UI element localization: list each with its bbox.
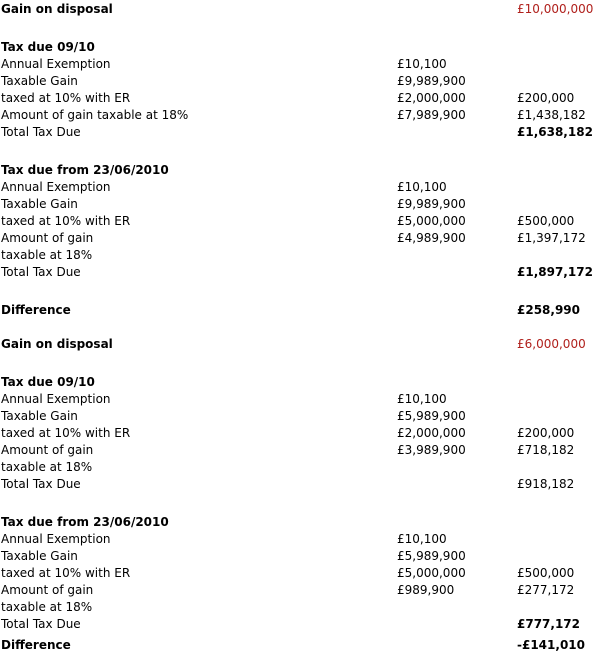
row-tax-due-from-23-06-2010 — [0, 514, 602, 531]
tax-value: £277,172 — [517, 583, 575, 597]
amount-value: £5,000,000 — [397, 566, 466, 580]
tax-value: £500,000 — [517, 566, 575, 580]
tax-value: £718,182 — [517, 443, 575, 457]
amount-value: £5,989,900 — [397, 549, 466, 563]
row-taxable-at-18 — [0, 459, 602, 476]
row-label: Tax due from 23/06/2010 — [1, 163, 169, 177]
row-label: taxed at 10% with ER — [1, 426, 131, 440]
amount-value: £4,989,900 — [397, 231, 466, 245]
row-amount-of-gain — [0, 442, 602, 459]
tax-value: £200,000 — [517, 91, 575, 105]
row-gain-on-disposal — [0, 1, 602, 18]
tax-value: £777,172 — [517, 617, 581, 631]
tax-value: £918,182 — [517, 477, 575, 491]
tax-value: £1,397,172 — [517, 231, 586, 245]
row-difference — [0, 637, 602, 654]
amount-value: £5,000,000 — [397, 214, 466, 228]
row-taxable-gain — [0, 408, 602, 425]
row-taxable-gain — [0, 548, 602, 565]
tax-value: -£141,010 — [517, 638, 585, 652]
row-total-tax-due — [0, 616, 602, 633]
row-label: Taxable Gain — [1, 409, 78, 423]
row-taxed-at-10-with-er — [0, 565, 602, 582]
row-label: taxed at 10% with ER — [1, 91, 131, 105]
amount-value: £10,100 — [397, 57, 447, 71]
row-label: Difference — [1, 638, 71, 652]
row-total-tax-due — [0, 264, 602, 281]
amount-value: £9,989,900 — [397, 197, 466, 211]
row-taxed-at-10-with-er — [0, 213, 602, 230]
amount-value: £3,989,900 — [397, 443, 466, 457]
row-label: Amount of gain — [1, 443, 94, 457]
row-amount-of-gain — [0, 230, 602, 247]
row-label: Taxable Gain — [1, 549, 78, 563]
amount-value: £2,000,000 — [397, 426, 466, 440]
row-annual-exemption — [0, 531, 602, 548]
row-label: Amount of gain — [1, 231, 94, 245]
row-total-tax-due — [0, 124, 602, 141]
row-label: Amount of gain taxable at 18% — [1, 108, 189, 122]
row-tax-due-09-10 — [0, 374, 602, 391]
row-tax-due-09-10 — [0, 39, 602, 56]
row-label: Total Tax Due — [1, 477, 81, 491]
row-label: Difference — [1, 303, 71, 317]
row-total-tax-due — [0, 476, 602, 493]
tax-value: £1,438,182 — [517, 108, 586, 122]
row-label: taxable at 18% — [1, 600, 93, 614]
row-label: Annual Exemption — [1, 180, 111, 194]
row-label: Taxable Gain — [1, 74, 78, 88]
row-label: taxed at 10% with ER — [1, 214, 131, 228]
row-annual-exemption — [0, 391, 602, 408]
row-amount-of-gain — [0, 582, 602, 599]
row-gain-on-disposal — [0, 336, 602, 353]
row-taxable-gain — [0, 196, 602, 213]
row-label: Gain on disposal — [1, 2, 113, 16]
amount-value: £10,100 — [397, 532, 447, 546]
row-label: Taxable Gain — [1, 197, 78, 211]
tax-value: £1,897,172 — [517, 265, 593, 279]
row-label: Total Tax Due — [1, 125, 81, 139]
row-tax-due-from-23-06-2010 — [0, 162, 602, 179]
gain-value: £6,000,000 — [517, 337, 586, 351]
amount-value: £10,100 — [397, 392, 447, 406]
row-annual-exemption — [0, 56, 602, 73]
amount-value: £7,989,900 — [397, 108, 466, 122]
row-taxed-at-10-with-er — [0, 90, 602, 107]
row-taxable-gain — [0, 73, 602, 90]
row-label: taxable at 18% — [1, 248, 93, 262]
row-difference — [0, 302, 602, 319]
gain-value: £10,000,000 — [517, 2, 594, 16]
tax-value: £1,638,182 — [517, 125, 593, 139]
tax-value: £500,000 — [517, 214, 575, 228]
row-label: Tax due 09/10 — [1, 40, 95, 54]
row-label: Annual Exemption — [1, 392, 111, 406]
row-taxed-at-10-with-er — [0, 425, 602, 442]
row-annual-exemption — [0, 179, 602, 196]
row-amount-of-gain-taxable-at-18 — [0, 107, 602, 124]
row-label: Gain on disposal — [1, 337, 113, 351]
row-label: Amount of gain — [1, 583, 94, 597]
tax-value: £258,990 — [517, 303, 581, 317]
row-label: Tax due 09/10 — [1, 375, 95, 389]
row-label: taxable at 18% — [1, 460, 93, 474]
amount-value: £989,900 — [397, 583, 455, 597]
row-label: taxed at 10% with ER — [1, 566, 131, 580]
tax-value: £200,000 — [517, 426, 575, 440]
row-label: Annual Exemption — [1, 532, 111, 546]
row-label: Annual Exemption — [1, 57, 111, 71]
row-taxable-at-18 — [0, 247, 602, 264]
amount-value: £10,100 — [397, 180, 447, 194]
row-label: Tax due from 23/06/2010 — [1, 515, 169, 529]
row-taxable-at-18 — [0, 599, 602, 616]
amount-value: £5,989,900 — [397, 409, 466, 423]
amount-value: £9,989,900 — [397, 74, 466, 88]
amount-value: £2,000,000 — [397, 91, 466, 105]
row-label: Total Tax Due — [1, 265, 81, 279]
row-label: Total Tax Due — [1, 617, 81, 631]
